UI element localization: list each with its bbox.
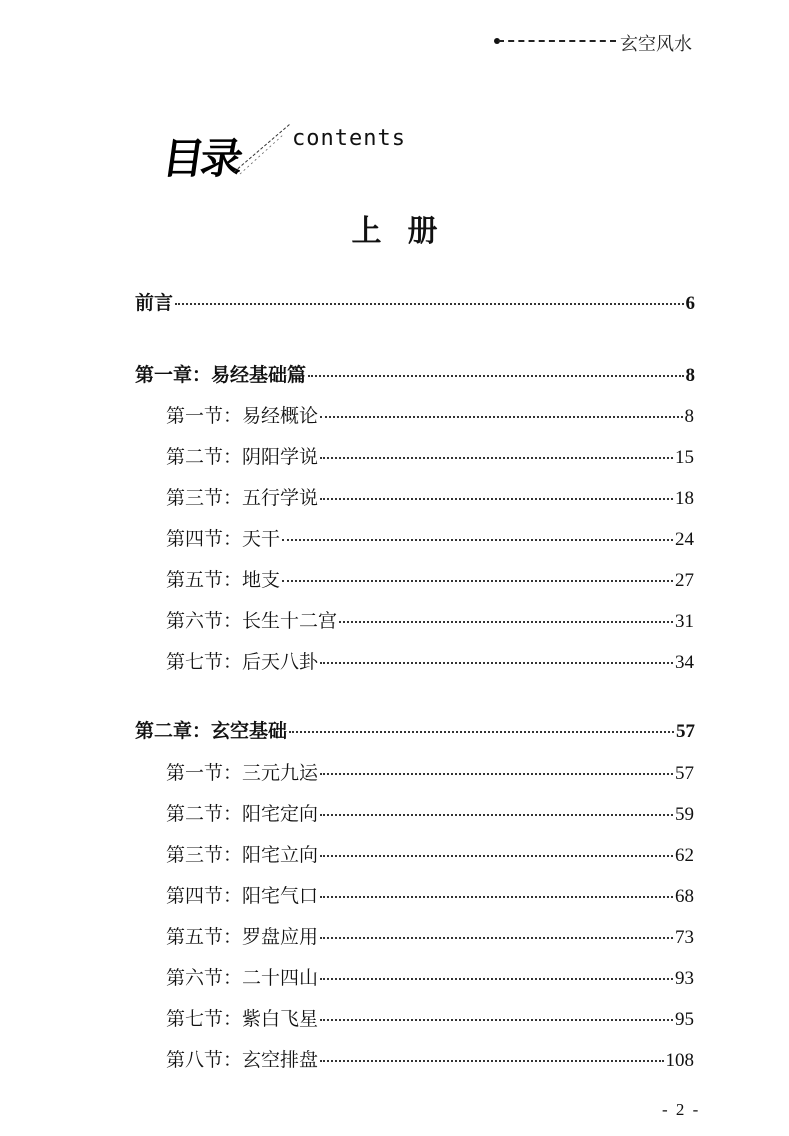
toc-leader [282, 539, 673, 541]
toc-label: 第一节：易经概论 [166, 405, 319, 427]
toc-page: 15 [675, 447, 694, 468]
toc-entry-section[interactable] [166, 483, 694, 513]
toc-page: 59 [675, 804, 694, 825]
toc-label: 第四节：天干 [166, 528, 281, 550]
toc-page: 8 [685, 365, 695, 386]
toc-page: 57 [675, 763, 694, 784]
toc-label: 第六节：长生十二宫 [166, 610, 338, 632]
toc-entry-section[interactable] [166, 1045, 694, 1075]
toc-leader [320, 416, 682, 418]
toc-leader [320, 498, 673, 500]
toc-leader [308, 375, 683, 377]
toc-page: 57 [676, 721, 695, 742]
toc-page: 68 [675, 886, 694, 907]
toc-entry-preface[interactable] [135, 288, 695, 318]
toc-label: 第二节：阴阳学说 [166, 446, 319, 468]
toc-leader [320, 1019, 673, 1021]
toc-label: 第八节：玄空排盘 [166, 1049, 319, 1071]
toc-leader [320, 855, 673, 857]
toc-leader [320, 814, 673, 816]
toc-label: 第一节：三元九运 [166, 762, 319, 784]
toc-page: 18 [675, 488, 694, 509]
toc-page: 62 [675, 845, 694, 866]
toc-entry-section[interactable] [166, 881, 694, 911]
toc-leader [175, 303, 683, 305]
toc-leader [320, 978, 673, 980]
toc-page: 34 [675, 652, 694, 673]
toc-page: 6 [685, 293, 695, 314]
header-rule [498, 40, 616, 43]
toc-leader [289, 731, 674, 733]
toc-label: 第五节：罗盘应用 [166, 926, 319, 948]
toc-page: 108 [665, 1050, 694, 1071]
logo-chinese: 目录 [159, 134, 243, 183]
toc-entry-section[interactable] [166, 922, 694, 952]
toc-label: 第一章：易经基础篇 [135, 364, 307, 386]
toc-page: 73 [675, 927, 694, 948]
toc-label: 第二章：玄空基础 [135, 720, 288, 742]
toc-leader [320, 937, 673, 939]
toc-entry-section[interactable] [166, 840, 694, 870]
toc-label: 前言 [135, 292, 174, 314]
logo-slash-icon [232, 120, 292, 176]
toc-leader [320, 773, 673, 775]
toc-entry-section[interactable] [166, 647, 694, 677]
toc-entry-chapter-2[interactable] [135, 716, 695, 746]
toc-page: 24 [675, 529, 694, 550]
toc-entry-section[interactable] [166, 606, 694, 636]
page-number: - 2 - [662, 1100, 701, 1119]
toc-entry-section[interactable] [166, 442, 694, 472]
toc-entry-section[interactable] [166, 524, 694, 554]
toc-page: 95 [675, 1009, 694, 1030]
toc-label: 第六节：二十四山 [166, 967, 319, 989]
toc-page: 8 [684, 406, 694, 427]
toc-label: 第五节：地支 [166, 569, 281, 591]
toc-label: 第七节：紫白飞星 [166, 1008, 319, 1030]
header-title: 玄空风水 [620, 34, 692, 55]
toc-entry-section[interactable] [166, 565, 694, 595]
logo-english: contents [292, 126, 406, 151]
toc-leader [320, 457, 673, 459]
toc-label: 第三节：五行学说 [166, 487, 319, 509]
toc-entry-section[interactable] [166, 1004, 694, 1034]
toc-label: 第四节：阳宅气口 [166, 885, 319, 907]
toc-label: 第三节：阳宅立向 [166, 844, 319, 866]
toc-entry-chapter-1[interactable] [135, 360, 695, 390]
toc-leader [320, 1060, 663, 1062]
toc-entry-section[interactable] [166, 758, 694, 788]
toc-entry-section[interactable] [166, 401, 694, 431]
toc-entry-section[interactable] [166, 963, 694, 993]
toc-page: 93 [675, 968, 694, 989]
toc-label: 第二节：阳宅定向 [166, 803, 319, 825]
toc-leader [339, 621, 673, 623]
toc-leader [320, 896, 673, 898]
toc-page: 31 [675, 611, 694, 632]
toc-leader [320, 662, 673, 664]
toc-entry-section[interactable] [166, 799, 694, 829]
toc-page: 27 [675, 570, 694, 591]
volume-title: 上册 [351, 214, 464, 249]
toc-leader [282, 580, 673, 582]
toc-label: 第七节：后天八卦 [166, 651, 319, 673]
